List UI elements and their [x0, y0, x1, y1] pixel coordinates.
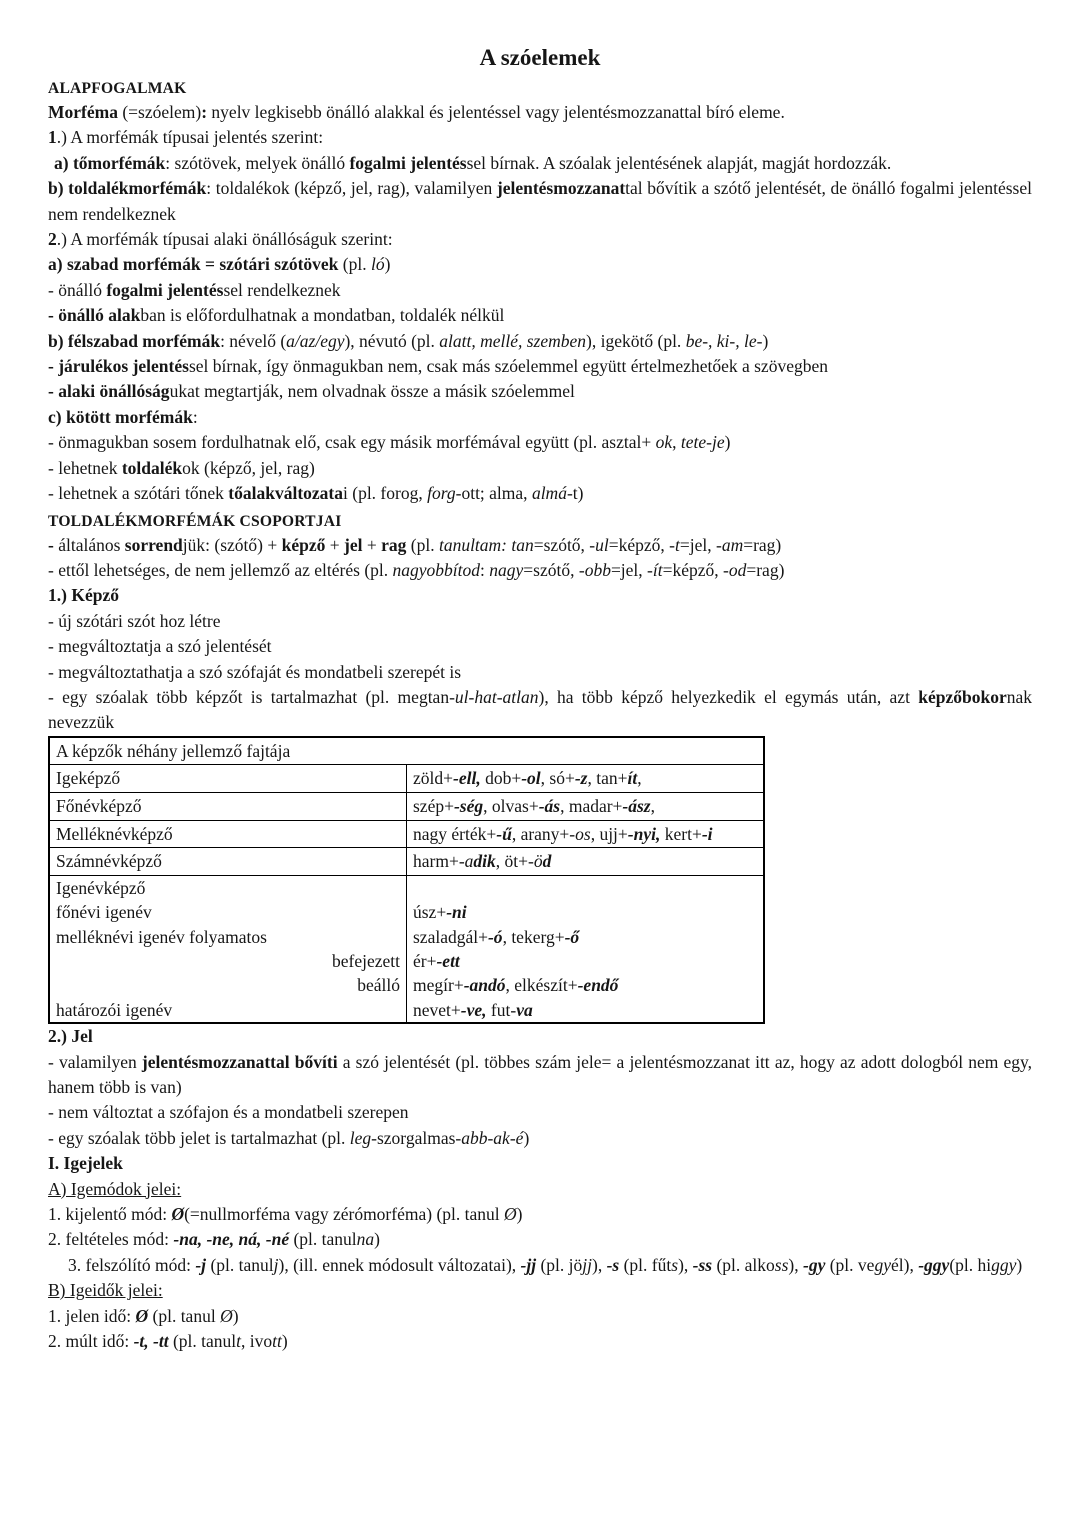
text-segment: (pl. tanul	[206, 1254, 274, 1275]
para-bullet	[48, 1126, 1032, 1151]
text-segment: zöld+	[413, 768, 453, 789]
text-segment: 1. kijelentő mód:	[48, 1204, 172, 1224]
text-segment: , madar+	[560, 795, 623, 816]
para-felteteles	[48, 1227, 1032, 1252]
para-bullet	[48, 430, 1032, 455]
text-segment: , ivo	[241, 1331, 273, 1352]
text-segment: , tekerg+	[502, 926, 565, 947]
document-body	[48, 78, 1032, 1354]
text-segment: t	[675, 534, 680, 555]
text-segment: -	[48, 534, 59, 555]
table-cell-category	[49, 792, 407, 820]
text-segment: 1	[48, 127, 57, 148]
text-segment: rag	[381, 534, 407, 555]
text-segment: va	[516, 999, 533, 1020]
text-segment: (=szóelem)	[117, 102, 202, 122]
text-segment: TOLDALÉKMORFÉMÁK CSOPORTJAI	[48, 512, 342, 530]
text-segment: - ettől lehetséges, de nem jellemző az eltérés (pl.	[48, 559, 393, 580]
text-segment: -ász	[622, 795, 651, 816]
text-segment: A) Igemódok jelei:	[48, 1178, 182, 1199]
text-segment: (pl.	[338, 254, 371, 275]
text-segment: 3. felszólító mód:	[68, 1254, 196, 1275]
text-segment: -ve,	[460, 999, 487, 1020]
text-segment: B) Igeidők jelei:	[48, 1280, 163, 1301]
text-segment: gy	[874, 1254, 891, 1275]
text-segment: -na, -ne, ná, -né	[173, 1229, 290, 1250]
text-segment: Ø	[135, 1305, 149, 1326]
text-segment: tt	[272, 1331, 282, 1352]
text-segment: tete-je	[680, 432, 725, 453]
text-segment: jel	[344, 534, 363, 555]
text-segment: - lehetnek a szótári tőnek	[48, 483, 229, 504]
text-segment: , só+	[540, 768, 575, 789]
text-segment: Igenévképző	[56, 877, 146, 898]
text-segment: ,	[650, 795, 655, 816]
para-szabad	[48, 252, 1032, 277]
table-cell-examples	[407, 765, 765, 793]
text-segment: szép+	[413, 795, 454, 816]
text-segment: - önálló	[48, 279, 107, 300]
text-segment: kert+	[660, 823, 702, 844]
text-segment: (=nullmorféma vagy zérómorféma) (pl. tanul	[184, 1204, 504, 1224]
text-segment: )	[724, 432, 731, 453]
text-segment: -endő	[577, 975, 619, 996]
text-segment: képző	[281, 534, 326, 555]
text-segment: ), névutó (pl.	[344, 330, 440, 351]
para-kijelento	[48, 1202, 1032, 1227]
table-caption-cell	[49, 737, 764, 765]
para-section1	[48, 125, 1032, 150]
text-segment: ggy	[991, 1254, 1017, 1275]
text-segment: ),	[592, 1254, 607, 1275]
text-segment: (pl. fűt	[619, 1254, 672, 1275]
heading-alapfogalmak	[48, 78, 1032, 100]
text-segment: a) tőmorfémák	[54, 152, 166, 173]
text-segment: b) toldalékmorfémák	[48, 178, 207, 199]
text-segment: :	[192, 406, 198, 427]
text-segment: Főnévképző	[56, 795, 142, 816]
para-bullet	[48, 379, 1032, 404]
text-segment: jelentésmozzanat	[496, 178, 626, 199]
text-segment: befejezett	[331, 950, 400, 971]
table-cell-category	[49, 875, 407, 900]
para-sorrend	[48, 533, 1032, 558]
text-segment: nevet+	[413, 999, 461, 1020]
text-segment: képzőbokor	[918, 686, 1007, 707]
text-segment: am	[721, 534, 744, 555]
text-segment: i (pl. forog,	[343, 483, 428, 504]
text-segment: abb-ak-é	[461, 1127, 524, 1148]
text-segment: =képző, -	[608, 534, 675, 555]
text-segment: jelentésmozzanattal bővíti	[141, 1051, 338, 1072]
table-cell-examples	[407, 998, 765, 1023]
text-segment: , elkészít+	[505, 975, 578, 996]
table-cell-category	[49, 900, 407, 924]
text-segment: tanultam: tan	[438, 534, 534, 555]
text-segment: ), ha több képző helyezkedik el egymás után, azt	[538, 686, 919, 707]
table-cell-category	[49, 998, 407, 1023]
text-segment: - lehetnek	[48, 457, 122, 478]
text-segment: , olvas+	[483, 795, 539, 816]
text-segment: sel bírnak. A szóalak jelentésének alapját, magját hordozzák.	[466, 152, 892, 173]
table-cell-examples	[407, 820, 765, 848]
text-segment: s	[671, 1254, 679, 1275]
table-cell-category	[49, 949, 407, 973]
para-kepzobokor	[48, 685, 1032, 736]
text-segment: -ol	[521, 768, 541, 789]
text-segment: ít	[652, 559, 663, 580]
text-segment: )	[1016, 1254, 1023, 1275]
text-segment: =rag)	[746, 559, 785, 580]
text-segment: tőalakváltozata	[228, 483, 343, 504]
table-row	[49, 820, 764, 848]
text-segment: almá	[531, 483, 567, 504]
text-segment: általános	[58, 534, 125, 555]
text-segment: (pl. jö	[536, 1254, 583, 1275]
text-segment: ok	[655, 432, 673, 453]
table-cell-category	[49, 925, 407, 949]
text-segment: ér+	[413, 950, 437, 971]
text-segment: határozói igenév	[56, 999, 173, 1020]
text-segment: , tan+	[587, 768, 628, 789]
text-segment: főnévi igenév	[56, 902, 152, 923]
text-segment: (pl. tanul	[289, 1229, 357, 1250]
text-segment: - önmagukban sosem fordulhatnak elő, csak egy másik morfémával együtt (pl. asztal+	[48, 432, 656, 453]
text-segment: ),	[678, 1254, 693, 1275]
para-bullet	[48, 481, 1032, 506]
text-segment: )	[281, 1331, 288, 1352]
text-segment: =szótő, -	[523, 559, 585, 580]
table-cell-examples	[407, 848, 765, 876]
text-segment: - önálló alak	[48, 305, 141, 326]
text-segment: nagyobbítod	[392, 559, 481, 580]
text-segment: -ű	[496, 823, 512, 844]
text-segment: -t, -tt	[133, 1331, 169, 1352]
para-kepzo-heading	[48, 583, 1032, 608]
text-segment: -nyi,	[627, 823, 661, 844]
text-segment: I. Igejelek	[48, 1153, 123, 1174]
para-multido	[48, 1329, 1032, 1354]
text-segment: sel rendelkeznek	[223, 279, 341, 300]
text-segment: ít	[627, 768, 638, 789]
text-segment: Ø	[220, 1305, 233, 1326]
text-segment: -andó	[463, 975, 506, 996]
text-segment: ), igekötő (pl.	[586, 330, 686, 351]
text-segment: (pl. hi	[949, 1254, 992, 1275]
text-segment: ss	[774, 1254, 789, 1275]
text-segment: 1.) Képző	[48, 585, 119, 606]
text-segment: -ás	[538, 795, 561, 816]
table-row	[49, 973, 764, 997]
table-cell-examples	[407, 900, 765, 924]
text-segment: ), (ill. ennek módosult változatai),	[278, 1254, 521, 1275]
text-segment: él),	[890, 1254, 919, 1275]
text-segment: ban is előfordulhatnak a mondatban, toldalék nélkül	[140, 305, 505, 326]
text-segment: ul	[595, 534, 609, 555]
para-felszolito	[48, 1253, 1032, 1278]
kepzok-table	[48, 736, 765, 1024]
text-segment: -t)	[566, 483, 584, 504]
para-bullet	[48, 609, 1032, 634]
text-segment: fogalmi jelentés	[106, 279, 224, 300]
text-segment: =képző, -	[662, 559, 729, 580]
text-segment: - nem változtat a szófajon és a mondatbeli szerepen	[48, 1102, 409, 1123]
text-segment: Morféma	[48, 102, 118, 122]
text-segment: t	[236, 1331, 241, 1352]
text-segment: -s	[606, 1254, 620, 1275]
text-segment: leg	[349, 1127, 372, 1148]
text-segment: , ujj+	[590, 823, 628, 844]
text-segment: (pl.	[406, 534, 439, 555]
text-segment: a szó jelentését (pl. többes szám jele= a jelentésmozzanat itt az, hogy az adott dologból nem egy, hanem több is van)	[48, 1051, 1033, 1097]
text-segment: nagy érték+	[413, 823, 497, 844]
table-row	[49, 848, 764, 876]
text-segment: alatt, mellé, szemben	[439, 330, 587, 351]
text-segment: ul-hat-atlan	[454, 686, 539, 707]
text-segment: (pl. tanul	[168, 1331, 237, 1352]
text-segment: )	[384, 254, 391, 275]
text-segment: -ni	[446, 902, 467, 923]
text-segment: -ell,	[453, 768, 481, 789]
text-segment: dik	[473, 851, 496, 872]
text-segment: , öt+	[495, 851, 529, 872]
text-segment: -i	[701, 823, 713, 844]
text-segment: fut-	[486, 999, 517, 1020]
text-segment: sorrend	[124, 534, 183, 555]
para-jelenido	[48, 1304, 1032, 1329]
text-segment: - új szótári szót hoz létre	[48, 610, 221, 631]
text-segment: =szótő, -	[533, 534, 596, 555]
para-bullet	[48, 354, 1032, 379]
table-cell-category	[49, 765, 407, 793]
text-segment: +	[325, 534, 344, 555]
text-segment: szaladgál+	[413, 926, 488, 947]
table-cell-category	[49, 973, 407, 997]
text-segment: c) kötött morfémák	[48, 406, 193, 427]
para-igemodok	[48, 1177, 1032, 1202]
para-kotott	[48, 405, 1032, 430]
text-segment: .) A morfémák típusai alaki önállóságuk szerint:	[56, 229, 393, 250]
table-row	[49, 765, 764, 793]
text-segment: )	[232, 1305, 239, 1326]
text-segment: -ség	[453, 795, 484, 816]
text-segment: +	[362, 534, 382, 555]
text-segment: od	[728, 559, 747, 580]
para-bullet	[48, 634, 1032, 659]
text-segment: -szorgalmas-	[371, 1127, 462, 1148]
text-segment: Igeképző	[56, 768, 121, 789]
text-segment: b) félszabad morfémák	[48, 330, 221, 351]
text-segment: -ő	[564, 926, 580, 947]
text-segment: -jj	[520, 1254, 537, 1275]
table-cell-category	[49, 820, 407, 848]
table-row	[49, 792, 764, 820]
para-bullet	[48, 1100, 1032, 1125]
text-segment: obb	[584, 559, 611, 580]
text-segment: -os	[569, 823, 591, 844]
text-segment: =jel, -	[679, 534, 722, 555]
para-igeidok	[48, 1278, 1032, 1303]
text-segment: (pl. ve	[825, 1254, 875, 1275]
table-cell-examples	[407, 925, 765, 949]
text-segment: megír+	[413, 975, 464, 996]
text-segment: toldalék	[121, 457, 183, 478]
text-segment: -ó	[487, 926, 503, 947]
table-row	[49, 900, 764, 924]
text-segment: Melléknévképző	[56, 823, 173, 844]
text-segment: - megváltoztathatja a szó szófaját és mondatbeli szerepét is	[48, 661, 462, 682]
table-row	[49, 875, 764, 900]
text-segment: Ø	[171, 1204, 185, 1224]
text-segment: jük: (szótő) +	[182, 534, 282, 555]
para-tomorfemak	[48, 151, 1032, 176]
para-morfema	[48, 100, 1032, 125]
text-segment: )	[374, 1229, 380, 1250]
text-segment: -ss	[692, 1254, 713, 1275]
text-segment: d	[542, 851, 552, 872]
text-segment: forg	[427, 483, 456, 504]
text-segment: Ø	[504, 1204, 517, 1224]
text-segment: Számnévképző	[56, 851, 162, 872]
text-segment: - egy szóalak több képzőt is tartalmazhat (pl. megtan-	[48, 686, 455, 707]
text-segment: - járulékos jelentés	[48, 356, 189, 377]
text-segment: =jel, -	[610, 559, 653, 580]
text-segment: : névelő (	[220, 330, 287, 351]
table-cell-examples	[407, 792, 765, 820]
table-cell-examples	[407, 949, 765, 973]
table-cell-examples	[407, 875, 765, 900]
text-segment: dob+	[480, 768, 522, 789]
text-segment: ukat megtartják, nem olvadnak össze a másik szóelemmel	[169, 381, 575, 402]
text-segment: ),	[788, 1254, 803, 1275]
text-segment: be-, ki-, le-	[685, 330, 763, 351]
text-segment: : toldalékok (képző, jel, rag), valamilyen	[206, 178, 497, 199]
text-segment: melléknévi igenév folyamatos	[56, 926, 267, 947]
text-segment: ok (képző, jel, rag)	[182, 457, 315, 478]
para-bullet	[48, 303, 1032, 328]
para-jel-heading	[48, 1024, 1032, 1049]
para-section2	[48, 227, 1032, 252]
text-segment: tal bővítik a szótő jelentését, de önálló fogalmi jelentéssel nem rendelkeznek	[48, 178, 1032, 224]
text-segment: ló	[371, 254, 385, 275]
text-segment: - egy szóalak több jelet is tartalmazhat (pl.	[48, 1127, 350, 1148]
text-segment: -ggy	[918, 1254, 950, 1275]
text-segment: 2.) Jel	[48, 1026, 93, 1047]
text-segment: =rag)	[743, 534, 782, 555]
text-segment: a/az/egy	[286, 330, 345, 351]
text-segment: fogalmi jelentés	[349, 152, 467, 173]
para-bullet	[48, 456, 1032, 481]
text-segment: beálló	[357, 975, 400, 996]
text-segment: - alaki önállóság	[48, 381, 170, 402]
text-segment: nak nevezzük	[48, 686, 1032, 733]
text-segment: nagy	[489, 559, 524, 580]
text-segment: sel bírnak, így önmagukban nem, csak más szóelemmel együtt értelmezhetőek a szövegben	[188, 356, 828, 377]
table-row	[49, 998, 764, 1023]
text-segment: -j	[195, 1254, 207, 1275]
para-toldalekmorfemak	[48, 176, 1032, 227]
para-elteres	[48, 558, 1032, 583]
text-segment: a) szabad morfémák = szótári szótövek	[48, 254, 339, 275]
para-bullet	[48, 660, 1032, 685]
table-row	[49, 925, 764, 949]
text-segment: )	[523, 1127, 530, 1148]
text-segment: ALAPFOGALMAK	[48, 80, 187, 97]
text-segment: :	[201, 102, 208, 122]
text-segment: -ott; alma,	[455, 483, 532, 504]
text-segment: nyelv legkisebb önálló alakkal és jelentéssel vagy jelentésmozzanattal bíró eleme.	[207, 102, 785, 122]
text-segment: j	[273, 1254, 279, 1275]
page-title: A szóelemek	[479, 45, 601, 70]
text-segment: 2. feltételes mód:	[48, 1229, 174, 1250]
text-segment: .) A morfémák típusai jelentés szerint:	[56, 127, 324, 148]
text-segment: : szótövek, melyek önálló	[165, 152, 350, 173]
heading-toldalekmorfemak	[48, 511, 1032, 533]
table-row	[49, 737, 764, 765]
table-cell-category	[49, 848, 407, 876]
text-segment: -gy	[803, 1254, 826, 1275]
text-segment: -ett	[436, 950, 460, 971]
text-segment: 1. jelen idő:	[48, 1305, 136, 1326]
text-segment: - valamilyen	[48, 1051, 142, 1072]
text-segment: -a	[458, 851, 474, 872]
text-segment: )	[762, 330, 769, 351]
text-segment: , arany+	[511, 823, 570, 844]
para-bullet	[48, 278, 1032, 303]
text-segment: (pl. alko	[712, 1254, 775, 1275]
para-felszabad	[48, 329, 1032, 354]
text-segment: )	[516, 1204, 523, 1224]
text-segment: - megváltoztatja a szó jelentését	[48, 636, 272, 657]
para-bullet	[48, 1050, 1032, 1101]
table-row	[49, 949, 764, 973]
para-igejelek	[48, 1151, 1032, 1176]
text-segment: úsz+	[413, 902, 447, 923]
text-segment: ,	[672, 432, 681, 453]
text-segment: A képzők néhány jellemző fajtája	[56, 740, 291, 761]
text-segment: na	[356, 1229, 375, 1250]
text-segment: -z	[574, 768, 588, 789]
text-segment: jj	[582, 1254, 593, 1275]
text-segment: (pl. tanul	[148, 1305, 221, 1326]
text-segment: :	[480, 559, 490, 580]
text-segment: 2. múlt idő:	[48, 1331, 134, 1352]
text-segment: harm+	[413, 851, 459, 872]
text-segment: ,	[637, 768, 642, 789]
table-cell-examples	[407, 973, 765, 997]
text-segment: -ö	[528, 851, 543, 872]
text-segment: 2	[48, 229, 57, 250]
